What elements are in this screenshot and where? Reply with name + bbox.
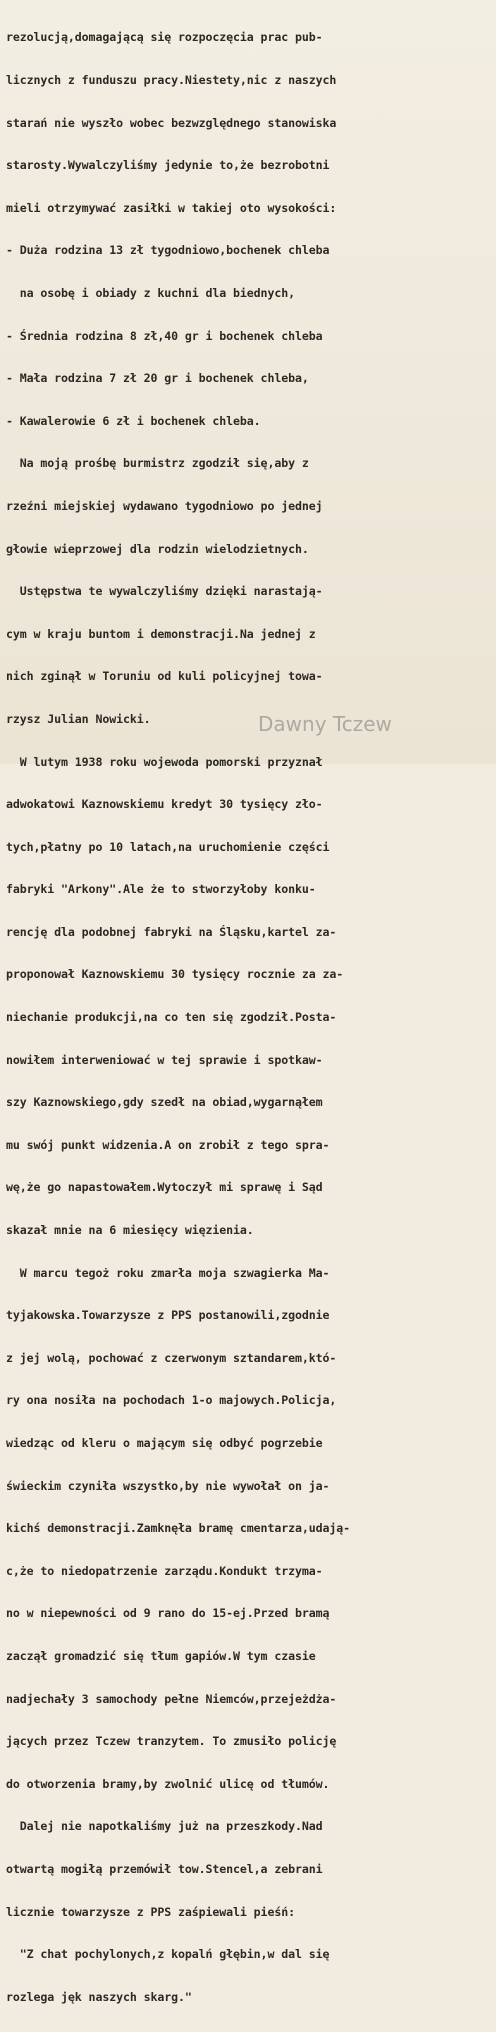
text-line: - Mała rodzina 7 zł 20 gr i bochenek chleba, [6,371,309,386]
text-line: rzysz Julian Nowicki. [6,711,151,726]
text-line: do otworzenia bramy,by zwolnić ulicę od tłumów. [6,1776,330,1791]
text-line: skazał mnie na 6 miesięcy więzienia. [6,1223,254,1238]
text-line: licznych z funduszu pracy.Niestety,nic z naszych [6,73,337,87]
text-line: - Duża rodzina 13 zł tygodniowo,bochenek chleba [6,243,330,258]
text-line: niechanie produkcji,na co ten się zgodził.Posta- [6,1010,337,1025]
text-line: - Średnia rodzina 8 zł,40 gr i bochenek chleba [6,328,323,343]
typewritten-text [6,2,492,2032]
text-line: rozlega jęk naszych skarg." [6,1989,192,2004]
text-line: wiedząc od kleru o mającym się odbyć pogrzebie [6,1436,323,1450]
text-line: fabryki "Arkony".Ale że to stworzyłoby konku- [6,882,316,897]
text-line: zaczął gromadzić się tłum gapiów.W tym czasie [6,1648,316,1663]
text-line: tyjakowska.Towarzysze z PPS postanowili,zgodnie [6,1308,330,1323]
text-line: świeckim czyniła wszystko,by nie wywołał on ja- [6,1478,330,1493]
text-line: W lutym 1938 roku wojewoda pomorski przyznał [6,754,323,769]
text-line: tych,płatny po 10 latach,na uruchomienie części [6,839,330,854]
text-line: szy Kaznowskiego,gdy szedł na obiad,wygarnąłem [6,1095,323,1110]
text-line: mu swój punkt widzenia.A on zrobił z tego spra- [6,1137,330,1152]
text-line: nowiłem interweniować w tej sprawie i spotkaw- [6,1052,323,1067]
text-line: - Kawalerowie 6 zł i bochenek chleba. [6,413,261,428]
text-line: proponował Kaznowskiemu 30 tysięcy rocznie za za- [6,967,344,982]
text-line: Dalej nie napotkaliśmy już na przeszkody.Nad [6,1819,323,1834]
text-line: no w niepewności od 9 rano do 15-ej.Przed bramą [6,1606,330,1621]
text-line: jących przez Tczew tranzytem. To zmusiło policję [6,1734,337,1749]
text-line: otwartą mogiłą przemówił tow.Stencel,a zebrani [6,1861,323,1876]
text-line: c,że to niedopatrzenie zarządu.Kondukt trzyma- [6,1563,323,1578]
text-line: nadjechały 3 samochody pełne Niemców,przejeżdża- [6,1691,337,1706]
text-line: nich zginął w Toruniu od kuli policyjnej towa- [6,669,323,684]
text-line: starosty.Wywalczyliśmy jedynie to,że bezrobotni [6,158,330,173]
text-line: rezolucją,domagającą się rozpoczęcia prac pub- [6,30,323,45]
watermark: Dawny Tczew [258,712,392,736]
text-line: Ustępstwa te wywalczyliśmy dzięki narastają- [6,584,323,599]
text-line: z jej wolą, pochować z czerwonym sztandarem,któ- [6,1350,337,1365]
text-line: licznie towarzysze z PPS zaśpiewali pieśń: [6,1904,295,1919]
text-line: cym w kraju buntom i demonstracji.Na jednej z [6,626,316,641]
text-line: W marcu tegoż roku zmarła moja szwagierka Ma- [6,1265,330,1280]
text-line: starań nie wyszło wobec bezwzględnego stanowiska [6,115,337,130]
text-line: na osobę i obiady z kuchni dla biednych, [6,285,295,300]
text-line: rzeźni miejskiej wydawano tygodniowo po jednej [6,498,323,513]
text-line: Na moją prośbę burmistrz zgodził się,aby z [6,456,309,471]
text-line: "Z chat pochylonych,z kopalń głębin,w dal się [6,1947,330,1962]
text-line: adwokatowi Kaznowskiemu kredyt 30 tysięcy zło- [6,797,323,812]
text-line: głowie wieprzowej dla rodzin wielodzietnych. [6,541,309,556]
text-line: kichś demonstracji.Zamknęła bramę cmentarza,udają- [6,1521,351,1536]
text-line: ry ona nosiła na pochodach 1-o majowych.Policja, [6,1393,337,1408]
text-line: mieli otrzymywać zasiłki w takiej oto wysokości: [6,200,337,215]
text-line: wę,że go napastowałem.Wytoczył mi sprawę i Sąd [6,1180,323,1195]
text-line: rencję dla podobnej fabryki na Śląsku,kartel za- [6,924,337,939]
